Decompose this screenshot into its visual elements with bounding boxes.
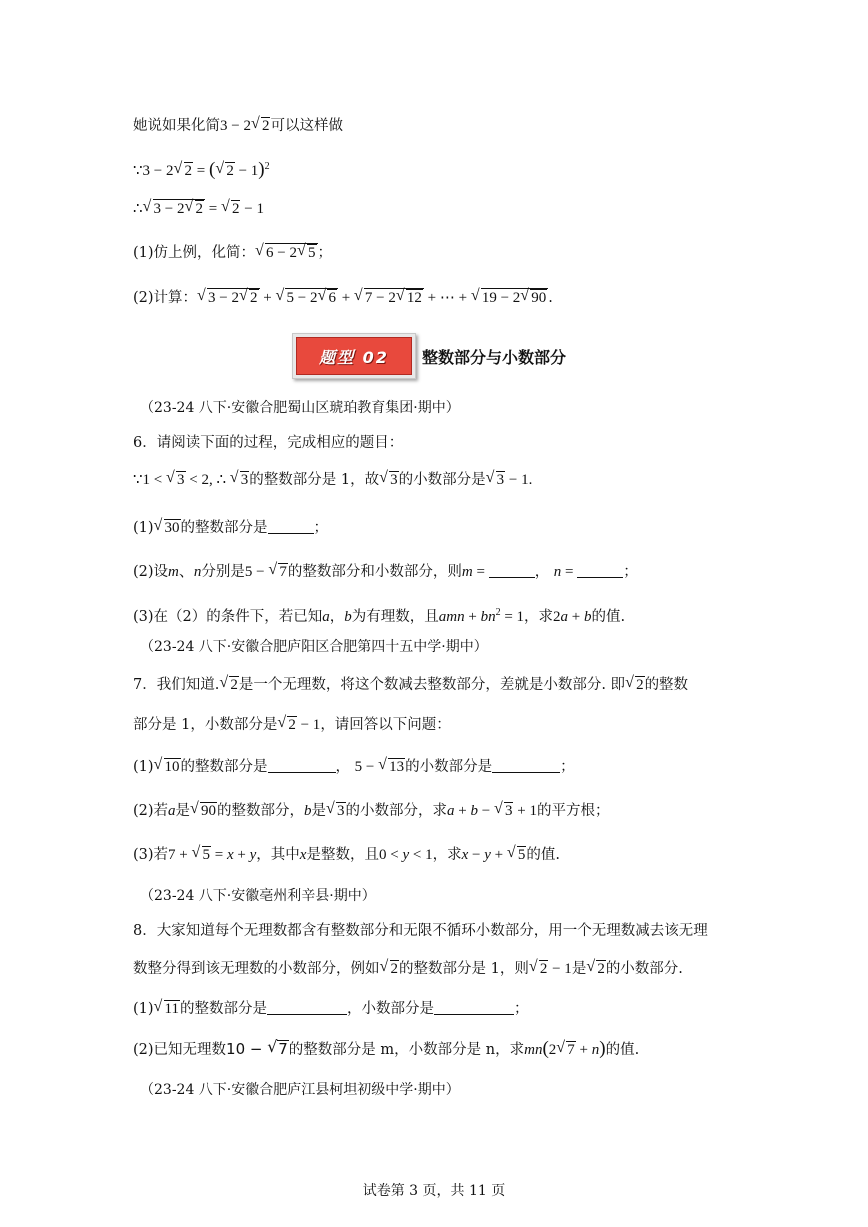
problem-7-stem-2: 部分是 1，小数部分是√ 2 − 1，请回答以下问题： [133, 715, 451, 735]
punct: ； [313, 520, 329, 536]
problem-7-q1: (1)√ 10的整数部分是 ， 5 − √ 13的小数部分是 ； [133, 757, 575, 777]
answer-blank[interactable] [577, 563, 623, 578]
text: 是一个无理数，将这个数减去整数部分，差就是小数部分. 即 [238, 677, 626, 693]
text: 的整数部分是 [180, 520, 268, 536]
answer-blank[interactable] [492, 758, 560, 773]
problem-7-q2: (2)若a是√ 90的整数部分，b是√ 3的小数部分，求a + b − √ 3 + 1的平方根； [133, 801, 609, 821]
section-title: 整数部分与小数部分 [422, 347, 567, 367]
text: 的整数部分是 m，小数部分是 n，求 [288, 1042, 525, 1058]
text: 的值. [526, 847, 560, 863]
punct: ； [623, 564, 638, 580]
problem-8-source: （23-24 八下·安徽亳州利辛县·期中） [140, 888, 376, 904]
problem-6-stem: 6．请阅读下面的过程，完成相应的题目： [133, 435, 404, 451]
text: 的小数部分是 [398, 472, 486, 488]
text: 的整数 [644, 677, 689, 693]
question-1-label: (1)仿上例，化简： [133, 245, 256, 261]
punct: . [548, 290, 553, 306]
text: 是 [175, 803, 191, 819]
text: 是 [311, 803, 327, 819]
text: 的整数部分， [217, 803, 305, 819]
answer-blank[interactable] [434, 1000, 514, 1015]
problem-7-stem: 7．我们知道.√ 2是一个无理数，将这个数减去整数部分，差就是小数部分. 即√ 2的整数 [133, 675, 688, 695]
punct: ； [317, 245, 333, 261]
text: 是 [571, 961, 587, 977]
section-badge-label: 题型 02 [296, 337, 412, 375]
question-2: (2)计算：√ 3 − 2√ 2 + √ 5 − 2√ 6 + √ 7 − 2√ 12 + ⋯ + √ 19 − 2√ 90 . [133, 288, 553, 308]
problem-6-q3: (3)在（2）的条件下，若已知a，b为有理数，且amn + $bn^2 = 1$，求2a + b的值. [133, 607, 626, 625]
text: 的整数部分是 [180, 759, 268, 775]
text: 的小数部分是 [405, 759, 493, 775]
question-1: (1)仿上例，化简：√ 6 − 2√ 5 ； [133, 243, 332, 263]
text: (2)若 [133, 803, 169, 819]
problem-7-source: （23-24 八下·安徽合肥庐阳区合肥第四十五中学·期中） [140, 639, 488, 655]
text: (1) [133, 759, 154, 775]
text: (2)已知无理数 [133, 1042, 227, 1058]
problem-6-q1: (1)√ 30的整数部分是 ； [133, 518, 328, 538]
problem-7-q3: (3)若7 + √ 5 = x + y，其中x是整数，且0 < y < 1，求x − y + √ 5的值. [133, 845, 560, 865]
text: 的整数部分是 1，则 [399, 961, 529, 977]
problem-8-stem: 8．大家知道每个无理数都含有整数部分和无限不循环小数部分，用一个无理数减去该无理 [133, 923, 708, 939]
text: 数整分得到该无理数的小数部分，例如 [133, 961, 380, 977]
problem-8-q1: (1)√ 11的整数部分是 ，小数部分是 ； [133, 999, 529, 1019]
text: 是整数，且 [306, 847, 379, 863]
text: 的整数部分是 1，故 [249, 472, 380, 488]
punct: ， [335, 759, 351, 775]
text: (3)在（2）的条件下，若已知 [133, 609, 323, 625]
intro-text-end: 可以这样做 [270, 118, 343, 134]
punct: ， [329, 609, 345, 625]
page-footer: 试卷第 3 页，共 11 页 [362, 1183, 506, 1199]
text: (1) [133, 1001, 154, 1017]
text: 的整数部分是 [180, 1001, 267, 1017]
text: ，请回答以下问题： [320, 717, 451, 733]
therefore-line: ∴√ 3 − 2√ 2 = √ 2 − 1 [133, 199, 264, 219]
text: (2)设 [133, 564, 169, 580]
problem-9-source: （23-24 八下·安徽合肥庐江县柯坦初级中学·期中） [140, 1082, 460, 1098]
text: 为有理数，且 [351, 609, 439, 625]
punct: ， [534, 564, 550, 580]
answer-blank[interactable] [489, 563, 535, 578]
question-2-label: (2)计算： [133, 290, 198, 306]
problem-6-q2: (2)设m、n分别是5 − √ 7的整数部分和小数部分，则m = ， n = ； [133, 562, 638, 582]
therefore-symbol: ∴ [133, 201, 143, 217]
text: 的值. [591, 609, 626, 625]
section-header [292, 331, 566, 381]
text: (1) [133, 520, 154, 536]
text: ，求 [432, 847, 462, 863]
text: 的值. [605, 1042, 640, 1058]
text: 部分是 1，小数部分是 [133, 717, 278, 733]
text: ，小数部分是 [347, 1001, 434, 1017]
answer-blank[interactable] [268, 758, 336, 773]
text: 分别是 [201, 564, 245, 580]
text: ，其中 [256, 847, 300, 863]
intro-text: 她说如果化简 [133, 118, 220, 134]
problem-8-q2: (2)已知无理数10 − √ 7的整数部分是 m，小数部分是 n，求mn(2√ 7 + n)的值. [133, 1039, 639, 1060]
punct: ； [560, 759, 575, 775]
text: (3)若 [133, 847, 169, 863]
text: 7．我们知道. [133, 677, 220, 693]
because-line: ∵3 − 2√ 2 = (√ 2 − 1)$^2$ [133, 157, 270, 181]
text: 的平方根； [536, 803, 610, 819]
text: ，求 [524, 609, 554, 625]
text: 的整数部分和小数部分，则 [287, 564, 462, 580]
math-expr: 3 − 2√ 2 [220, 118, 270, 134]
punct: ； [514, 1001, 529, 1017]
problem-8-stem-2: 数整分得到该无理数的小数部分，例如√ 2的整数部分是 1，则√ 2 − 1是√ 2的小数部分. [133, 959, 683, 979]
intro-line [133, 116, 343, 136]
problem-6-source: （23-24 八下·安徽合肥蜀山区琥珀教育集团·期中） [140, 400, 460, 416]
answer-blank[interactable] [267, 1000, 347, 1015]
section-badge [292, 333, 416, 379]
answer-blank[interactable] [268, 519, 314, 534]
text: 的小数部分，求 [345, 803, 448, 819]
text: 的小数部分. [605, 961, 683, 977]
problem-6-explain: ∵1 < √ 3 < 2, ∴ √ 3的整数部分是 1，故√ 3的小数部分是√ 3 − 1. [133, 470, 532, 490]
because-symbol: ∵ [133, 163, 143, 179]
